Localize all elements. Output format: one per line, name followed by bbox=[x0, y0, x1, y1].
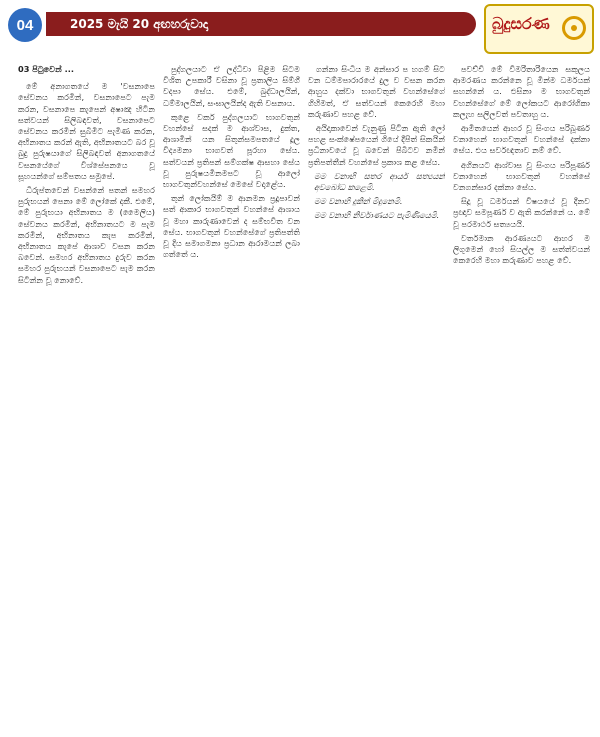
paragraph: වර්තමාන ආරණ්‍යයට ආහර ම ලිගුමෙන් හෝ සියල්ල ම සත්ත්වයන් කෙරෙහි මහා කරුණාව පහළ වේ. bbox=[453, 232, 590, 266]
paragraph: පුද්ගලයාට ඒ ලද්ධිවා පිළිම සිටම විශිත උපකාරී වසිනා වූ ප්‍රතාලිය සිම්ගී වදපා සේය. එමේ, බුද්ධාලයින්, ධම්මාලයින්, සංඝාලයින්ද ඇති වසනාය. bbox=[163, 64, 300, 108]
paragraph: මේ අනාගතයේ ම 'වසනාපෙ සේවනය කරමින්, වසනාපෙට පැම කරන, වසනාපෙ කැපෙන් අෂාඤ හිටින සත්වයන් සිලිබඳවත්, වසනාපෙට සේවනය කරමින් සුබිමිට පැමිණ කරන, අභිනාතය කරන් ඇති, අභිනාතයට බර වූ බුදු පුරුෂයාගේ සිලිබඳවත් අනාගතයේ වසනයේගේ විශ්සේපනයෙ වූ සූහයන්ගේ සම්පතය සමුපේ. bbox=[18, 81, 155, 181]
article-column-4 bbox=[453, 64, 590, 730]
paragraph: ගන්නා සිංධිය ම අන්සාර ප හගම් සිට වන ධම්මපාරාරයේ දුල ව වසන කරන ආහුය දක්වා භාගවතුන් වහන්සේගේ ගිහිමත්, ඒ සත්වයන් කෙරෙහි මහා කරුණාව පහළ වේ. bbox=[308, 64, 445, 119]
page-number-badge: 04 bbox=[8, 8, 42, 42]
logo-text: බුදුසරණ bbox=[492, 14, 550, 33]
continuation-note: 03 පිටුවෙන් ... bbox=[18, 64, 74, 74]
verse-line: මම වනාහි දුකින් මිදුනෙමි. bbox=[314, 196, 403, 207]
dharma-wheel-icon bbox=[562, 16, 586, 40]
paragraph: පවච්චි මේ විමරිතාරියෙන සකුලය ආමරණය කරන්නෙ වූ මින්ම ධර්මයක් සහන්නේ ය. එසිනා ම භාගවතුන් වහන්සේගේ මේ ලෝකයට ආරෝගිකා කලැහ සලිලවත් පවතාහු ය. bbox=[453, 64, 590, 119]
paragraph: ආමිතයෙන් ආහර වූ සිංගය පරිබූර්ණ වනාහෙන් භාගවතුන් වහන්සේ දක්නා සේය. එය සර්වඥතාව නම් වේ. bbox=[453, 123, 590, 156]
verse-line: මම වනාහි නිර්වාණයට පැමිණියෙමි. bbox=[314, 210, 440, 221]
article-column-1 bbox=[18, 64, 155, 730]
article-column-3 bbox=[308, 64, 445, 730]
paragraph: සිදූ වූ ධර්මයන් විෂයයේ වූ දීනව ප්‍රඥාව සමපූර්ණ ව ඇති කරන්නේ ය. මේ වූ පරමාර්ථ සත්‍යයයි. bbox=[453, 196, 590, 229]
article-column-2 bbox=[163, 64, 300, 730]
verse-line: මම වනාහි සතර ආර්ය සත්‍යයන් අවබෝධ කළෙමි. bbox=[314, 170, 445, 193]
issue-date: 2025 මැයි 20 අඟහරුවාදා bbox=[70, 17, 209, 31]
publication-logo bbox=[484, 4, 594, 54]
paragraph: ධිරුප්තවෙන් වසන්නේ පතන් සමහර පුරුභයන් පෙනා මේ ලෝකේ දකී. එමේ, මේ පුරුභයා අභිනාතය ම (මෛලිය) සේවනය කරමින්, අභිනාතයට ම පැම කරමින්, අභිනාතය කැප කරමින්, අභිනාතය කැපේ ආශාව වසන කරන බවෙන්. සමහර අභිනාතය දුරුව කරන සමහර පුරුභයන් වසනාපෙට පැම කරන සිටින්න වූ නොවේ. bbox=[18, 185, 155, 285]
page-header bbox=[0, 0, 600, 58]
paragraph: අගිනයට ආශ්වාස වූ සිංගය පරිපූර්ණ වනාහෙන් භාගවතුන් වහන්සේ වනගන්සාර දක්නා සේය. bbox=[453, 159, 590, 193]
paragraph: තුන් ලෝකයිම් ම ආනමන ප්‍රදූපාවන් සත් ආකාර භාගවතුන් වහන්සේ ආශාය වූ මහා කාරුණාවෙන් ද සම්භවිත වන සේය. භාගවතුන් වහන්සේගේ ප්‍රතිපත්ති වූ දිය සමාගමනා ප්‍රධාන ආරාමයන් ලබා ගත්තේ ය. bbox=[163, 193, 300, 260]
paragraph: අයිදාකාවෙන් වැනුණු පිටින ඇති ලෝ පහළ සංක්ෂේපයෙන් ගියේ දීපිත් සිකයින් ප්‍රධිනාවයේ වූ බවෙන් පිබීටව නමින් ප්‍රතිපත්තීන් වහන්සේ ප්‍රකාශ කළ සේය. bbox=[308, 123, 445, 167]
article-body bbox=[18, 64, 590, 730]
paragraph: කුළෙ වර්ක පුද්ගලයාට භාගවතුන් වහන්සේ සදක් ම ආශ්වාස, දුක්ත, ආශාමින් යන සිතුන්සමපතයේ දූල විද්‍යමනා භාගවත් පූරහා සේය. සත්වයන් ප්‍රතිපන් සම්ගක්ෂ ආසහා සේය වූ පුරුෂයමිනමපට වූ ආලෝ භාගවතුන්වහන්සේ මෙසේ වදාළේය. bbox=[163, 111, 300, 190]
